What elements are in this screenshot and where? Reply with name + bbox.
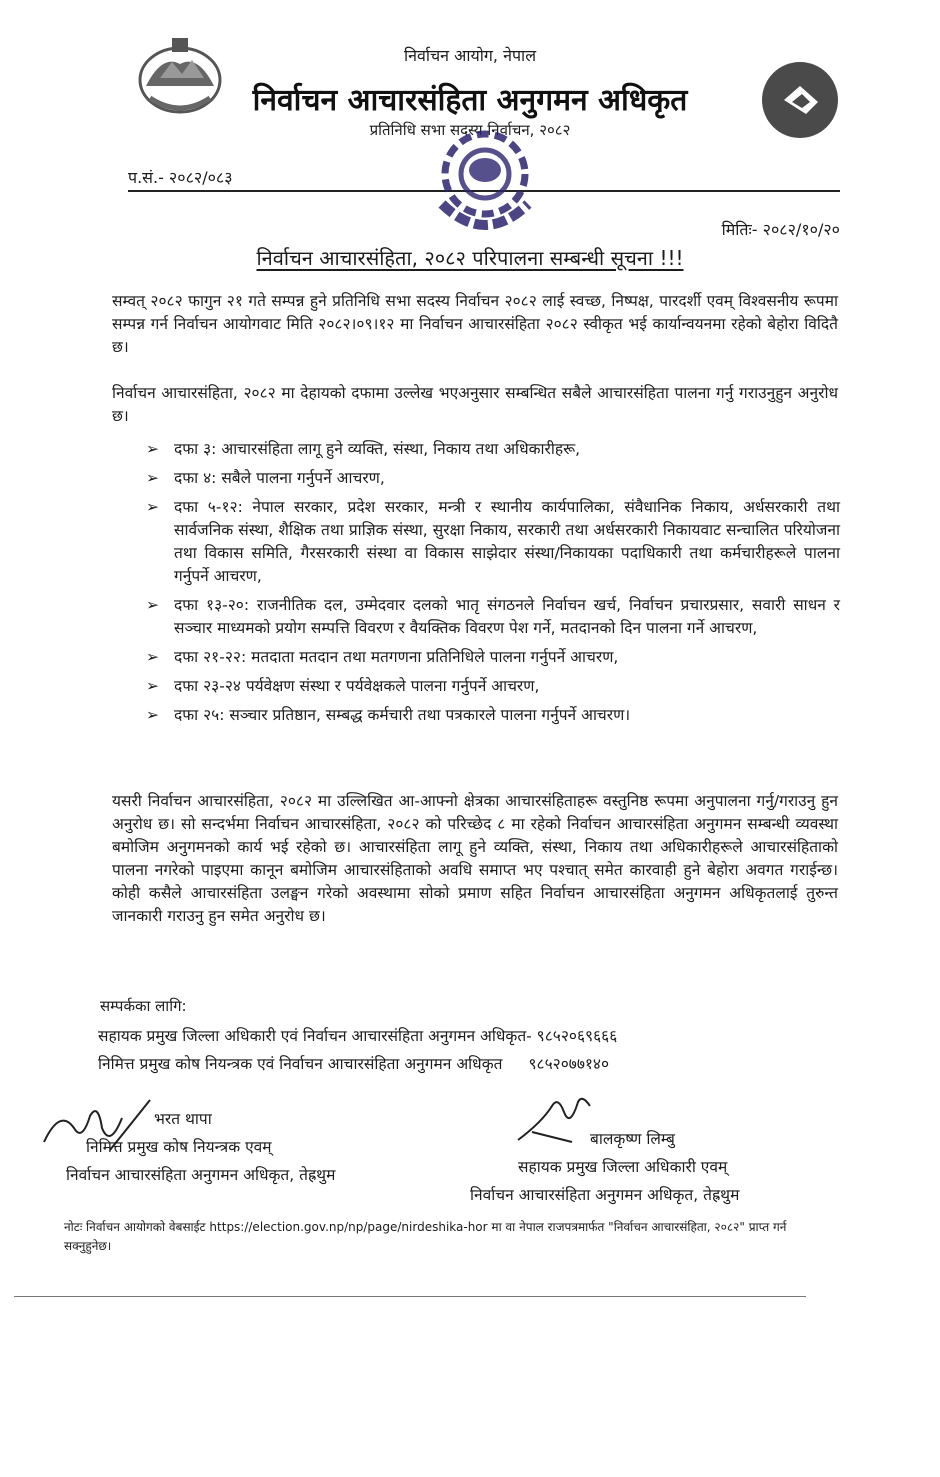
right-signer-name: बालकृष्ण लिम्बु (590, 1130, 675, 1148)
arrow-bullet-icon: ➢ (146, 440, 159, 458)
reference-number: प.सं.- २०८२/०८३ (128, 168, 233, 187)
contact-line-2-label: निमित्त प्रमुख कोष नियन्त्रक एवं निर्वाचन आचारसंहिता अनुगमन अधिकृत (98, 1055, 503, 1073)
arrow-bullet-icon: ➢ (146, 596, 159, 614)
list-item: ➢ दफा १३-२०: राजनीतिक दल, उम्मेदवार दलको भातृ संगठनले निर्वाचन खर्च, निर्वाचन प्रचारप्रसार, सवारी साधन र सञ्चार माध्यमको प्रयोग सम्पत्ति विवरण र वैयक्तिक विवरण पेश गर्ने, मतदानको दिन पालना गर्ने आचरण, (146, 596, 840, 637)
arrow-bullet-icon: ➢ (146, 706, 159, 724)
left-signer-name: भरत थापा (154, 1110, 212, 1128)
list-item: ➢ दफा ५-१२: नेपाल सरकार, प्रदेश सरकार, मन्त्री र स्थानीय कार्यपालिका, संवैधानिक निकाय, अर्धसरकारी तथा सार्वजनिक संस्था, शैक्षिक तथा प्राज्ञिक संस्था, सुरक्षा निकाय, सरकारी तथा अर्धसरकारी निकायवाट सन्चालित परियोजना तथा विकास समिति, गैरसरकारी संस्था वा विकास साझेदार संस्था/निकायका पदाधिकारी तथा कर्मचारीहरूले पालना गर्नुपर्ने आचरण, (146, 498, 840, 585)
left-signer-title-1: निमित्त प्रमुख कोष नियन्त्रक एवम् (86, 1138, 272, 1156)
issue-date: मितिः- २०८२/१०/२० (721, 220, 840, 239)
contact-line-2-phone: ९८५२०७७१४० (528, 1055, 610, 1073)
list-item: ➢ दफा २५: सञ्चार प्रतिष्ठान, सम्बद्ध कर्मचारी तथा पत्रकारले पालना गर्नुपर्ने आचरण। (146, 704, 840, 727)
clause-list (146, 438, 840, 733)
list-item: ➢ दफा ४: सबैले पालना गर्नुपर्ने आचरण, (146, 467, 840, 490)
right-signer-title-2: निर्वाचन आचारसंहिता अनुगमन अधिकृत, तेह्रथुम (470, 1186, 740, 1204)
intro-paragraph: सम्वत् २०८२ फागुन २१ गते सम्पन्न हुने प्रतिनिधि सभा सदस्य निर्वाचन २०८२ लाई स्वच्छ, निष्पक्ष, पारदर्शी एवम् विश्वसनीय रूपमा सम्पन्न गर्न निर्वाचन आयोगवाट मिति २०८२।०९।१२ मा निर्वाचन आचारसंहिता २०८२ स्वीकृत भई कार्यान्वयनमा रहेको बेहोरा विदितै छ। (112, 292, 838, 356)
list-item: ➢ दफा २१-२२: मतदाता मतदान तथा मतगणना प्रतिनिधिले पालना गर्नुपर्ने आचरण, (146, 646, 840, 669)
contact-heading: सम्पर्कका लागि: (100, 997, 187, 1015)
closing-paragraph: यसरी निर्वाचन आचारसंहिता, २०८२ मा उल्लिखित आ-आफ्नो क्षेत्रका आचारसंहिताहरू वस्तुनिष्ठ रूपमा अनुपालना गर्नु/गराउनु हुन अनुरोध छ। सो सन्दर्भमा निर्वाचन आचारसंहिता, २०८२ को परिच्छेद ८ मा रहेको निर्वाचन आचारसंहिता अनुगमन सम्बन्धी व्यवस्था बमोजिम अनुगमनको कार्य भई रहेको छ। आचारसंहिता लागू हुने व्यक्ति, संस्था, निकाय तथा अधिकारीहरूले आचारसंहिताको पालना नगरेको पाइएमा कानून बमोजिम आचारसंहिताको अवधि समाप्त भए पश्चात् समेत कारवाही हुने बेहोरा अवगत गराईन्छ। कोही कसैले आचारसंहिता उलङ्घन गरेको अवस्थामा सोको प्रमाण सहित निर्वाचन आचारसंहिता अनुगमन अधिकृतलाई तुरुन्त जानकारी गराउनु हुन समेत अनुरोध छ। (112, 792, 838, 925)
office-seal-stamp (420, 120, 550, 246)
right-signature-scribble (512, 1092, 602, 1148)
arrow-bullet-icon: ➢ (146, 677, 159, 695)
request-paragraph: निर्वाचन आचारसंहिता, २०८२ मा देहायको दफामा उल्लेख भएअनुसार सम्बन्धित सबैले आचारसंहिता पालना गर्नु गराउनुहुन अनुरोध छ। (112, 384, 838, 425)
contact-line-2 (98, 1052, 609, 1074)
list-item: ➢ दफा ३: आचारसंहिता लागू हुने व्यक्ति, संस्था, निकाय तथा अधिकारीहरू, (146, 438, 840, 461)
list-item: ➢ दफा २३-२४ पर्यवेक्षण संस्था र पर्यवेक्षकले पालना गर्नुपर्ने आचरण, (146, 675, 840, 698)
left-signer-title-2: निर्वाचन आचारसंहिता अनुगमन अधिकृत, तेह्रथुम (66, 1166, 336, 1184)
org-top-line: निर्वाचन आयोग, नेपाल (403, 46, 537, 65)
notice-title: निर्वाचन आचारसंहिता, २०८२ परिपालना सम्बन्धी सूचना !!! (256, 246, 684, 270)
arrow-bullet-icon: ➢ (146, 498, 159, 516)
right-signer-title-1: सहायक प्रमुख जिल्ला अधिकारी एवम् (518, 1158, 728, 1176)
page-bottom-rule (14, 1296, 806, 1297)
org-main-heading: निर्वाचन आचारसंहिता अनुगमन अधिकृत (252, 83, 688, 118)
footer-note: नोटः निर्वाचन आयोगको वेबसाईट https://election.gov.np/np/page/nirdeshika-hor मा वा नेपाल राजपत्रमार्फत "निर्वाचन आचारसंहिता, २०८२" प्राप्त गर्न सक्नुहुनेछ। (64, 1220, 787, 1253)
arrow-bullet-icon: ➢ (146, 469, 159, 487)
contact-line-1: सहायक प्रमुख जिल्ला अधिकारी एवं निर्वाचन आचारसंहिता अनुगमन अधिकृत- ९८५२०६९६६६ (98, 1027, 618, 1045)
arrow-bullet-icon: ➢ (146, 648, 159, 666)
org-sub-line: प्रतिनिधि सभा सदस्य निर्वाचन, २०८२ (369, 121, 571, 139)
